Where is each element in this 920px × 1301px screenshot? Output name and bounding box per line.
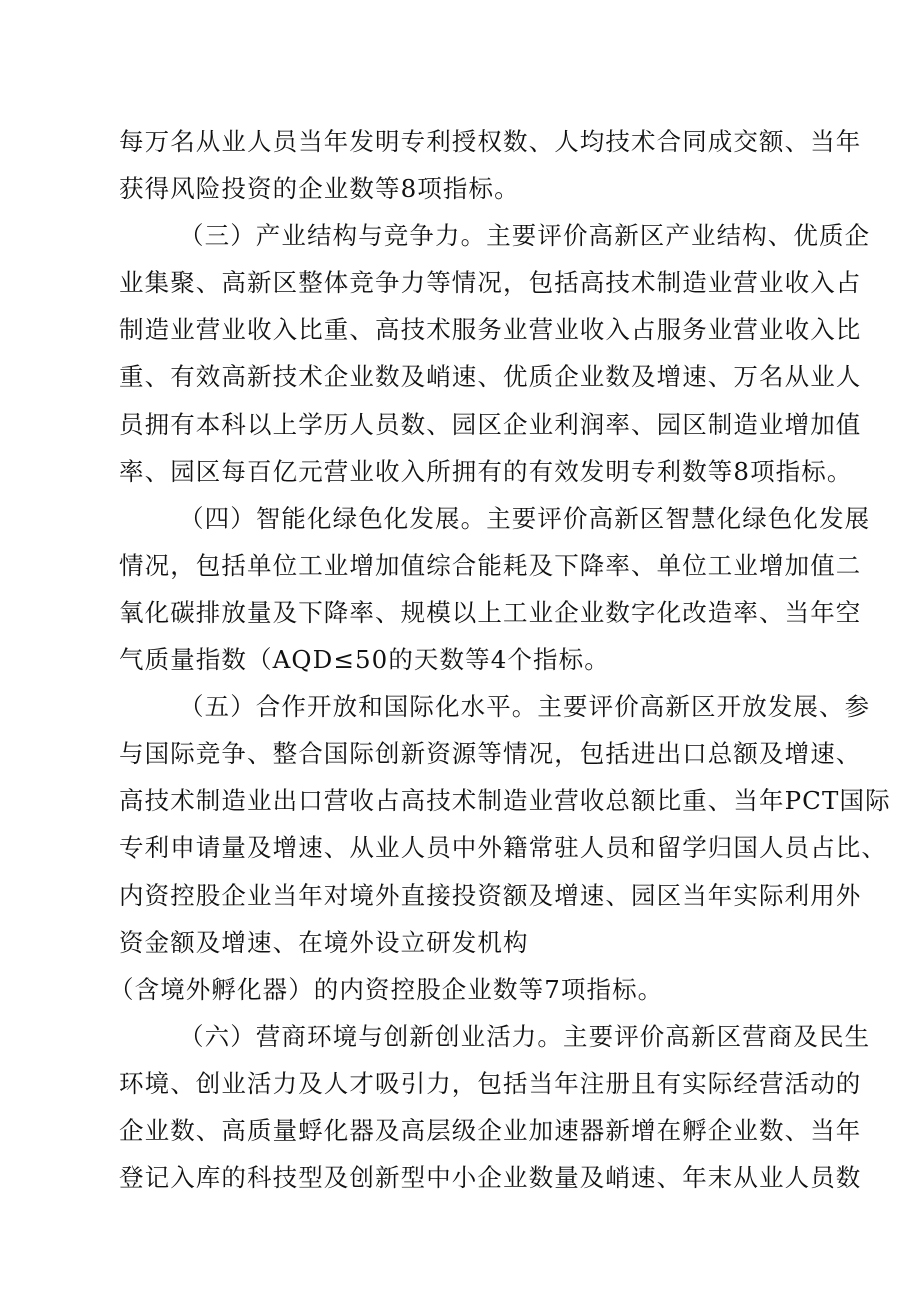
text-line: 氧化碳排放量及下降率、规模以上工业企业数字化改造率、当年空	[119, 597, 862, 627]
text-line: 气质量指数（AQD≤50的天数等4个指标。	[119, 645, 610, 675]
section-heading-line: （四）智能化绿色化发展。主要评价高新区智慧化绿色化发展	[179, 503, 871, 533]
text-line: 企业数、高质量蜉化器及高层级企业加速器新增在孵企业数、当年	[119, 1115, 862, 1145]
text-line: 与国际竞争、整合国际创新资源等情况，包括进出口总额及增速、	[119, 739, 862, 769]
text-line: 登记入库的科技型及创新型中小企业数量及峭速、年末从业人员数	[119, 1163, 862, 1193]
text-line: 业集聚、高新区整体竞争力等情况，包括高技术制造业营业收入占	[119, 268, 862, 298]
text-line: 环境、创业活力及人才吸引力，包括当年注册且有实际经营活动的	[119, 1068, 862, 1098]
text-line: 获得风险投资的企业数等8项指标。	[119, 174, 520, 204]
text-line: 制造业营业收入比重、高技术服务业营业收入占服务业营业收入比	[119, 315, 862, 345]
text-line: 内资控股企业当年对境外直接投资额及增速、园区当年实际利用外	[119, 880, 862, 910]
section-heading-line: （六）营商环境与创新创业活力。主要评价高新区营商及民生	[179, 1021, 871, 1051]
text-line: 情况，包括单位工业增加值综合能耗及下降率、单位工业增加值二	[119, 550, 862, 580]
text-line: 每万名从业人员当年发明专利授权数、人均技术合同成交额、当年	[119, 127, 862, 156]
section-heading-line: （三）产业结构与竞争力。主要评价高新区产业结构、优质企	[179, 221, 871, 251]
text-line: 高技术制造业出口营收占高技术制造业营收总额比重、当年PCT国际	[119, 786, 891, 816]
text-line: 资金额及增速、在境外设立研发机构	[119, 927, 529, 957]
text-line: 员拥有本科以上学历人员数、园区企业利润率、园区制造业增加值	[119, 409, 862, 439]
section-heading-line: （五）合作开放和国际化水平。主要评价高新区开放发展、参	[179, 692, 871, 722]
text-line: 专利申请量及增速、从业人员中外籍常驻人员和留学归国人员占比、	[119, 833, 887, 863]
text-line: 率、园区每百亿元营业收入所拥有的有效发明专利数等8项指标。	[119, 456, 853, 486]
document-body	[109, 118, 891, 1201]
text-line: （含境外孵化器）的内资控股企业数等7项指标。	[109, 974, 664, 1004]
text-line: 重、有效高新技术企业数及峭速、优质企业数及增速、万名从业人	[119, 362, 862, 392]
